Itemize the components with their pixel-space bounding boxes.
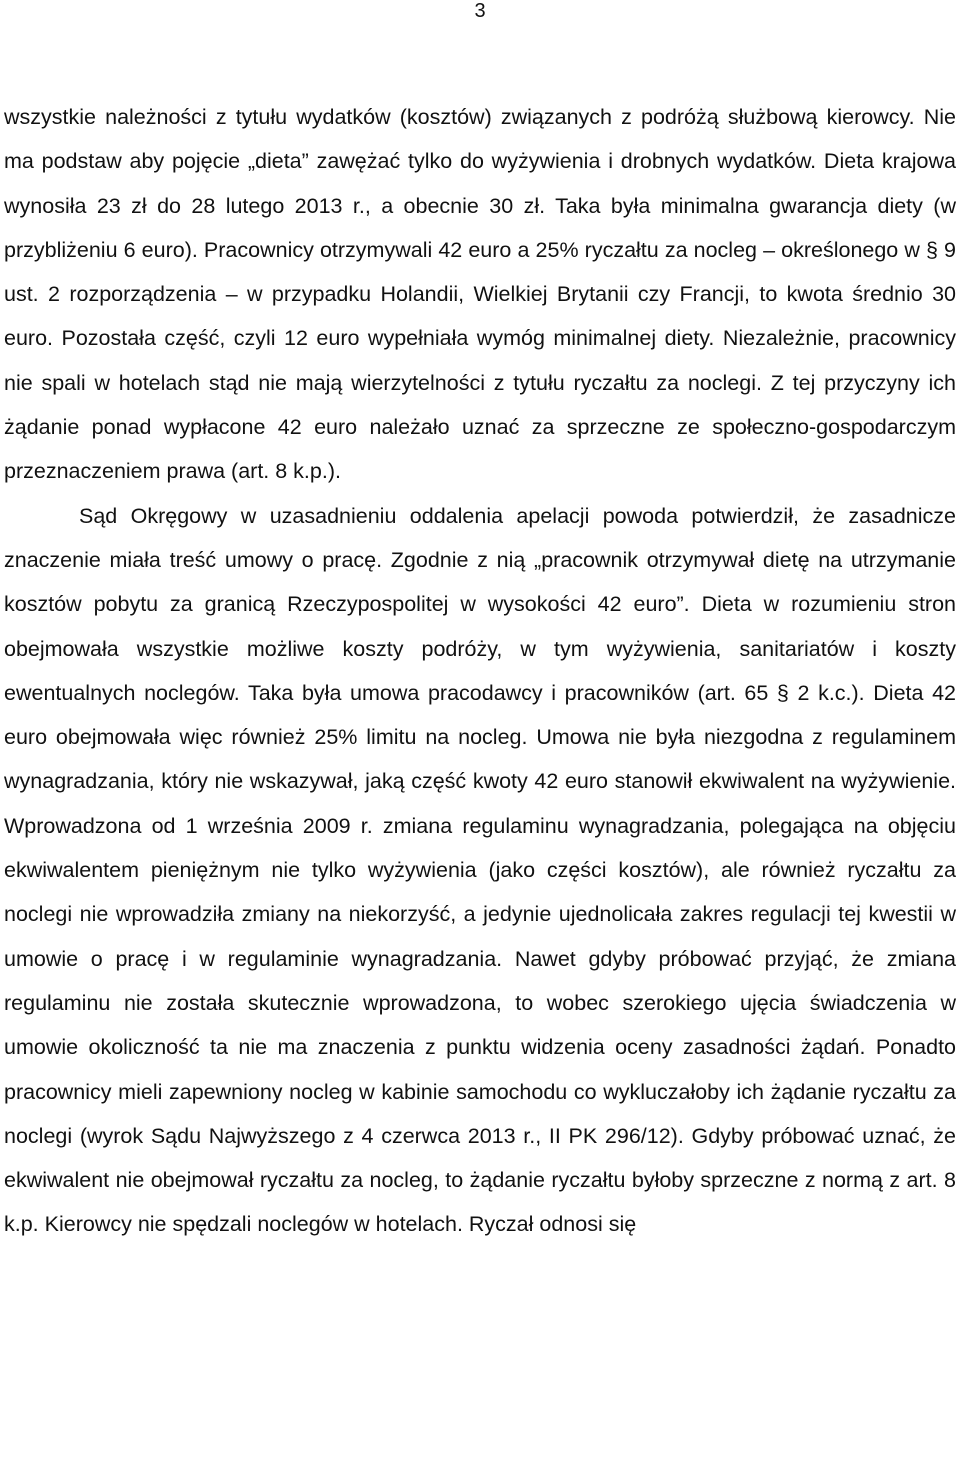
paragraph-2: Sąd Okręgowy w uzasadnieniu oddalenia apelacji powoda potwierdził, że zasadnicze znaczenie miała treść umowy o pracę. Zgodnie z nią „pracownik otrzymywał dietę na utrzymanie kosztów pobytu za granicą Rzeczypospolitej w wysokości 42 euro”. Dieta w rozumieniu stron obejmowała wszystkie możliwe koszty podróży, w tym wyżywienia, sanitariatów i koszty ewentualnych noclegów. Taka była umowa pracodawcy i pracowników (art. 65 § 2 k.c.). Dieta 42 euro obejmowała więc również 25% limitu na nocleg. Umowa nie była niezgodna z regulaminem wynagradzania, który nie wskazywał, jaką część kwoty 42 euro stanowił ekwiwalent na wyżywienie. Wprowadzona od 1 września 2009 r. zmiana regulaminu wynagradzania, polegająca na objęciu ekwiwalentem pieniężnym nie tylko wyżywienia (jako części kosztów), ale również ryczałtu za noclegi nie wprowadziła zmiany na niekorzyść, a jedynie ujednolicała zakres regulacji tej kwestii w umowie o pracę i w regulaminie wynagradzania. Nawet gdyby próbować przyjąć, że zmiana regulaminu nie została skutecznie wprowadzona, to wobec szerokiego ujęcia świadczenia w umowie okoliczność ta nie ma znaczenia z punktu widzenia oceny zasadności żądań. Ponadto pracownicy mieli zapewniony nocleg w kabinie samochodu co wykluczałoby ich żądanie ryczałtu za noclegi (wyrok Sądu Najwyższego z 4 czerwca 2013 r., II PK 296/12). Gdyby próbować uznać, że ekwiwalent nie obejmował ryczałtu za nocleg, to żądanie ryczałtu byłoby sprzeczne z normą z art. 8 k.p. Kierowcy nie spędzali noclegów w hotelach. Ryczał odnosi się xyxy=(4,503,956,1237)
document-body xyxy=(4,95,956,1247)
paragraph-1: wszystkie należności z tytułu wydatków (kosztów) związanych z podróżą służbową kierowcy. Nie ma podstaw aby pojęcie „dieta” zawężać tylko do wyżywienia i drobnych wydatków. Dieta krajowa wynosiła 23 zł do 28 lutego 2013 r., a obecnie 30 zł. Taka była minimalna gwarancja diety (w przybliżeniu 6 euro). Pracownicy otrzymywali 42 euro a 25% ryczałtu za nocleg – określonego w § 9 ust. 2 rozporządzenia – w przypadku Holandii, Wielkiej Brytanii czy Francji, to kwota średnio 30 euro. Pozostała część, czyli 12 euro wypełniała wymóg minimalnej diety. Niezależnie, pracownicy nie spali w hotelach stąd nie mają wierzytelności z tytułu ryczałtu za noclegi. Z tej przyczyny ich żądanie ponad wypłacone 42 euro należało uznać za sprzeczne ze społeczno-gospodarczym przeznaczeniem prawa (art. 8 k.p.). xyxy=(4,105,956,484)
page-number: 3 xyxy=(474,0,486,22)
